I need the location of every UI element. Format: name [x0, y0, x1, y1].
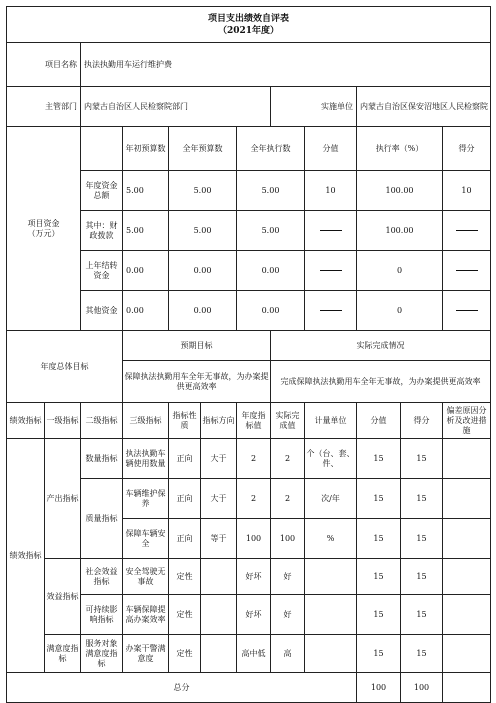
form-title: 项目支出绩效自评表: [208, 13, 290, 24]
level2-quantity: 数量指标: [81, 439, 123, 479]
perf-header-row: 绩效指标 一级指标 二级指标 三级指标 指标性质 指标方向 年度指标值 实际完成值 计量单位 分值 得分 偏差原因分析及改进措施: [7, 403, 491, 439]
total-label: 总分: [7, 673, 357, 703]
funds-header-rate: 执行率（%）: [357, 127, 443, 171]
perf-row: 满意度指标 服务对象满意度指标 办案干警满意度 定性 高中低 高 15 15: [7, 635, 491, 673]
dash-mark: [456, 230, 478, 231]
total-score-value: 100: [357, 673, 401, 703]
perf-row: 保障车辆安全 正向 等于 100 100 % 15 15: [7, 519, 491, 559]
perf-row: 绩效指标 产出指标 数量指标 执法执勤车辆使用数量 正向 大于 2 2 个（台、套、件、 15 15: [7, 439, 491, 479]
funds-row: 上年结转资金 0.00 0.00 0.00 0: [7, 251, 491, 291]
perf-row: 质量指标 车辆维护保养 正向 大于 2 2 次/年 15 15: [7, 479, 491, 519]
form-title-cell: [7, 7, 491, 43]
unit-value: 内蒙古自治区保安沼地区人民检察院: [357, 87, 491, 127]
project-name: 执法执勤用车运行维护费: [81, 43, 491, 87]
funds-row: 其中：财政拨款 5.00 5.00 5.00 100.00: [7, 211, 491, 251]
total-row: [7, 673, 491, 703]
funds-header-executed: 全年执行数: [237, 127, 305, 171]
level1-benefit: 效益指标: [45, 559, 81, 635]
goals-expected-label: 预期目标: [123, 331, 271, 361]
goals-actual-label: 实际完成情况: [271, 331, 491, 361]
goals-label: 年度总体目标: [7, 331, 123, 403]
funds-header-initial: 年初预算数: [123, 127, 169, 171]
unit-label: 实施单位: [271, 87, 357, 127]
perf-row: 效益指标 社会效益指标 安全驾驶无事故 定性 好坏 好 15 15: [7, 559, 491, 595]
goals-expected: 保障执法执勤用车全年无事故，为办案提供更高效率: [123, 361, 271, 403]
level2-sustainable: 可持续影响指标: [81, 595, 123, 635]
evaluation-table: [6, 6, 491, 703]
project-name-label: 项目名称: [7, 43, 81, 87]
funds-header-budget: 全年预算数: [169, 127, 237, 171]
dept-value: 内蒙古自治区人民检察院部门: [81, 87, 271, 127]
form-year: （2021年度）: [217, 25, 280, 36]
dash-mark: [320, 230, 342, 231]
dash-mark: [320, 310, 342, 311]
dash-mark: [320, 270, 342, 271]
perf-section-label: 绩效指标: [7, 439, 45, 673]
level1-satisfaction: 满意度指标: [45, 635, 81, 673]
funds-label: 项目资金 （万元）: [7, 127, 81, 331]
total-score: 100: [401, 673, 443, 703]
funds-row: 其他资金 0.00 0.00 0.00 0: [7, 291, 491, 331]
perf-row: 可持续影响指标 车辆保障提高办案效率 定性 好坏 好 15 15: [7, 595, 491, 635]
funds-row: 年度资金总额 5.00 5.00 5.00 10 100.00 10: [7, 171, 491, 211]
level1-output: 产出指标: [45, 439, 81, 559]
level2-social: 社会效益指标: [81, 559, 123, 595]
funds-header-score: 得分: [443, 127, 491, 171]
dept-label: 主管部门: [7, 87, 81, 127]
funds-header-blank: [81, 127, 123, 171]
level2-service: 服务对象满意度指标: [81, 635, 123, 673]
dash-mark: [456, 270, 478, 271]
dash-mark: [456, 310, 478, 311]
level2-quality: 质量指标: [81, 479, 123, 559]
funds-header-score-value: 分值: [305, 127, 357, 171]
goals-actual: 完成保障执法执勤用车全年无事故，为办案提供更高效率: [271, 361, 491, 403]
